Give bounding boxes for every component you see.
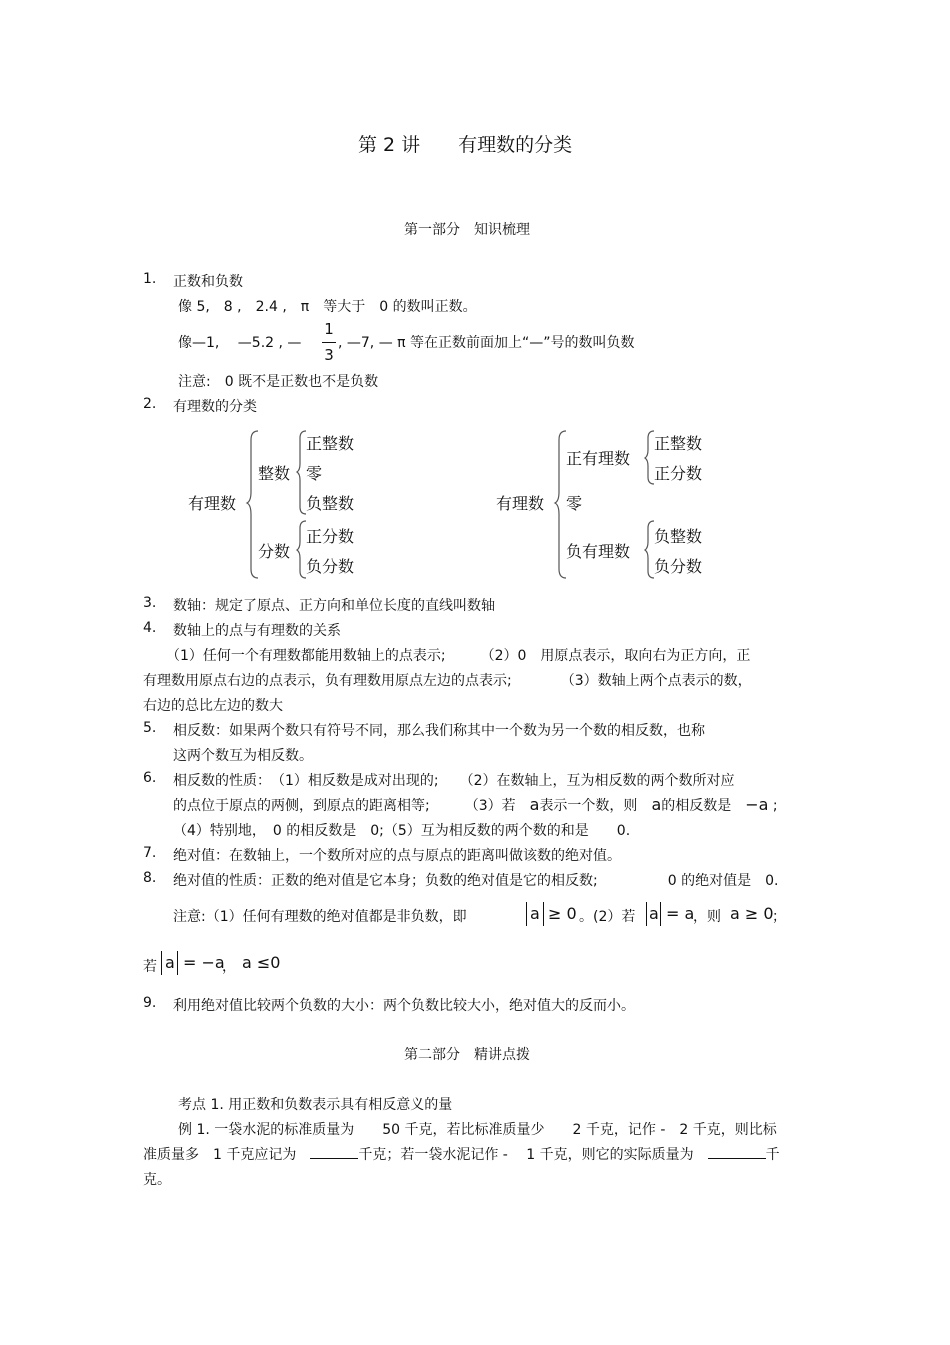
item-6-line-2-part-a: 的点位于原点的两侧，到原点的距离相等; （3）若 xyxy=(173,798,530,814)
opposite-number-definition: 相反数：如果两个数只有符号不同，那么我们称其中一个数为另一个数的相反数，也称 xyxy=(173,723,705,739)
tree-right-root: 有理数 xyxy=(496,494,545,513)
symbol-a-abs-2: a xyxy=(649,904,659,923)
tree-right-pos-rational: 正有理数 xyxy=(566,449,631,468)
absolute-value-properties: 绝对值的性质：正数的绝对值是它本身；负数的绝对值是它的相反数; 0 的绝对值是 0. xyxy=(173,873,779,889)
semicolon: ; xyxy=(768,798,778,814)
equals-neg-a-expression: = −a xyxy=(183,953,225,972)
tree-left-pos-frac: 正分数 xyxy=(306,527,355,546)
example-1-line-2-part-c: 千 xyxy=(765,1147,780,1163)
semicolon-2: ； xyxy=(772,909,786,925)
nonnegative-expression: ≥ 0 xyxy=(548,904,577,923)
positive-numbers-line: 像 5, 8 , 2.4 , π 等大于 0 的数叫正数。 xyxy=(178,299,477,315)
zero-note: 注意: 0 既不是正数也不是负数 xyxy=(178,374,379,390)
item-6-line-2-part-b: 表示一个数，则 xyxy=(539,798,652,814)
item-6-line-2-part-c: 的相反数是 xyxy=(661,798,746,814)
example-1-line-2-part-b: 千克；若一袋水泥记作 - 1 千克，则它的实际质量为 xyxy=(358,1147,708,1163)
symbol-neg-a: −a xyxy=(745,795,769,814)
tree-left-integer: 整数 xyxy=(258,464,291,483)
absolute-value-definition: 绝对值：在数轴上，一个数所对应的点与原点的距离叫做该数的绝对值。 xyxy=(173,848,621,864)
item-6-line-1: 相反数的性质： （1）相反数是成对出现的; （2）在数轴上，互为相反数的两个数所对应 xyxy=(173,773,735,789)
item-4-line-3: 右边的总比左边的数大 xyxy=(143,698,283,714)
a-le-zero-expression: a ≤0 xyxy=(242,953,281,972)
tree-right-pos-frac: 正分数 xyxy=(654,464,703,483)
item-number-8: 8. xyxy=(143,870,157,886)
tree-right-neg-frac: 负分数 xyxy=(654,557,703,576)
fraction-numerator: 1 xyxy=(324,320,334,338)
section-heading-part1: 第一部分 知识梳理 xyxy=(404,222,530,238)
item-4-line-2: 有理数用原点右边的点表示，负有理数用原点左边的点表示; （3）数轴上两个点表示的数， xyxy=(143,673,752,689)
tree-right-neg-rational: 负有理数 xyxy=(566,542,631,561)
answer-blank-1[interactable] xyxy=(310,1158,358,1159)
key-point-1: 考点 1. 用正数和负数表示具有相反意义的量 xyxy=(178,1097,453,1113)
note-part-2-prefix: 。(2）若 xyxy=(579,909,636,925)
tree-right-zero: 零 xyxy=(566,494,583,513)
negative-numbers-line-start: 像—1, —5.2 , — xyxy=(178,335,302,351)
item-number-2: 2. xyxy=(143,396,157,412)
absolute-value-note-start: 注意:（1）任何有理数的绝对值都是非负数，即 xyxy=(173,909,467,925)
symbol-a-2: a xyxy=(651,795,662,814)
abs-bar-right-2 xyxy=(660,902,661,926)
example-1-line-2 xyxy=(143,1144,780,1164)
item-6-line-2 xyxy=(173,795,778,815)
item-number-9: 9. xyxy=(143,995,157,1011)
item-4-line-1: （1）任何一个有理数都能用数轴上的点表示; （2）0 用原点表示，取向右为正方向，正 xyxy=(166,648,751,664)
tree-left-fraction: 分数 xyxy=(258,542,291,561)
negative-numbers-line-end: , —7, — π 等在正数前面加上“—”号的数叫负数 xyxy=(338,335,635,351)
item-number-5: 5. xyxy=(143,720,157,736)
tree-left-neg-int: 负整数 xyxy=(306,494,355,513)
item-2-heading: 有理数的分类 xyxy=(173,399,257,415)
page-title: 第 2 讲 有理数的分类 xyxy=(358,134,573,156)
comma: ， xyxy=(222,959,236,975)
fraction-bar xyxy=(322,342,336,343)
abs-bar-left xyxy=(526,902,527,926)
abs-bar-right-3 xyxy=(177,951,178,975)
symbol-a-abs-3: a xyxy=(165,953,175,972)
tree-right-pos-int: 正整数 xyxy=(654,434,703,453)
example-1-line-3: 克。 xyxy=(143,1172,171,1188)
symbol-a-abs: a xyxy=(530,904,540,923)
item-number-1: 1. xyxy=(143,271,157,287)
then-word: ，则 xyxy=(693,909,721,925)
tree-left-pos-int: 正整数 xyxy=(306,434,355,453)
item-number-7: 7. xyxy=(143,845,157,861)
item-6-line-3: （4）特别地， 0 的相反数是 0;（5）互为相反数的两个数的和是 0. xyxy=(173,823,631,839)
if-word: 若 xyxy=(143,959,157,975)
abs-bar-right xyxy=(543,902,544,926)
answer-blank-2[interactable] xyxy=(708,1158,766,1159)
compare-negatives-rule: 利用绝对值比较两个负数的大小：两个负数比较大小，绝对值大的反而小。 xyxy=(173,998,635,1014)
item-number-3: 3. xyxy=(143,595,157,611)
opposite-number-definition-cont: 这两个数互为相反数。 xyxy=(173,748,313,764)
fraction-denominator: 3 xyxy=(324,346,334,364)
equals-a-expression: = a xyxy=(666,904,695,923)
number-line-definition: 数轴：规定了原点、正方向和单位长度的直线叫数轴 xyxy=(173,598,495,614)
item-4-heading: 数轴上的点与有理数的关系 xyxy=(173,623,341,639)
section-heading-part2: 第二部分 精讲点拨 xyxy=(404,1047,530,1063)
tree-right-neg-int: 负整数 xyxy=(654,527,703,546)
item-number-4: 4. xyxy=(143,620,157,636)
item-1-heading: 正数和负数 xyxy=(173,274,243,290)
abs-bar-left-3 xyxy=(161,951,162,975)
item-number-6: 6. xyxy=(143,770,157,786)
abs-bar-left-2 xyxy=(646,902,647,926)
a-ge-zero-expression: a ≥ 0 xyxy=(730,904,774,923)
tree-left-zero: 零 xyxy=(306,464,323,483)
fraction-one-third xyxy=(322,320,336,366)
tree-left-root: 有理数 xyxy=(188,494,237,513)
example-1-line-1: 例 1. 一袋水泥的标准质量为 50 千克，若比标准质量少 2 千克，记作 - 2 千克，则比标 xyxy=(178,1122,777,1138)
symbol-a: a xyxy=(529,795,540,814)
tree-left-neg-frac: 负分数 xyxy=(306,557,355,576)
example-1-line-2-part-a: 准质量多 1 千克应记为 xyxy=(143,1147,311,1163)
